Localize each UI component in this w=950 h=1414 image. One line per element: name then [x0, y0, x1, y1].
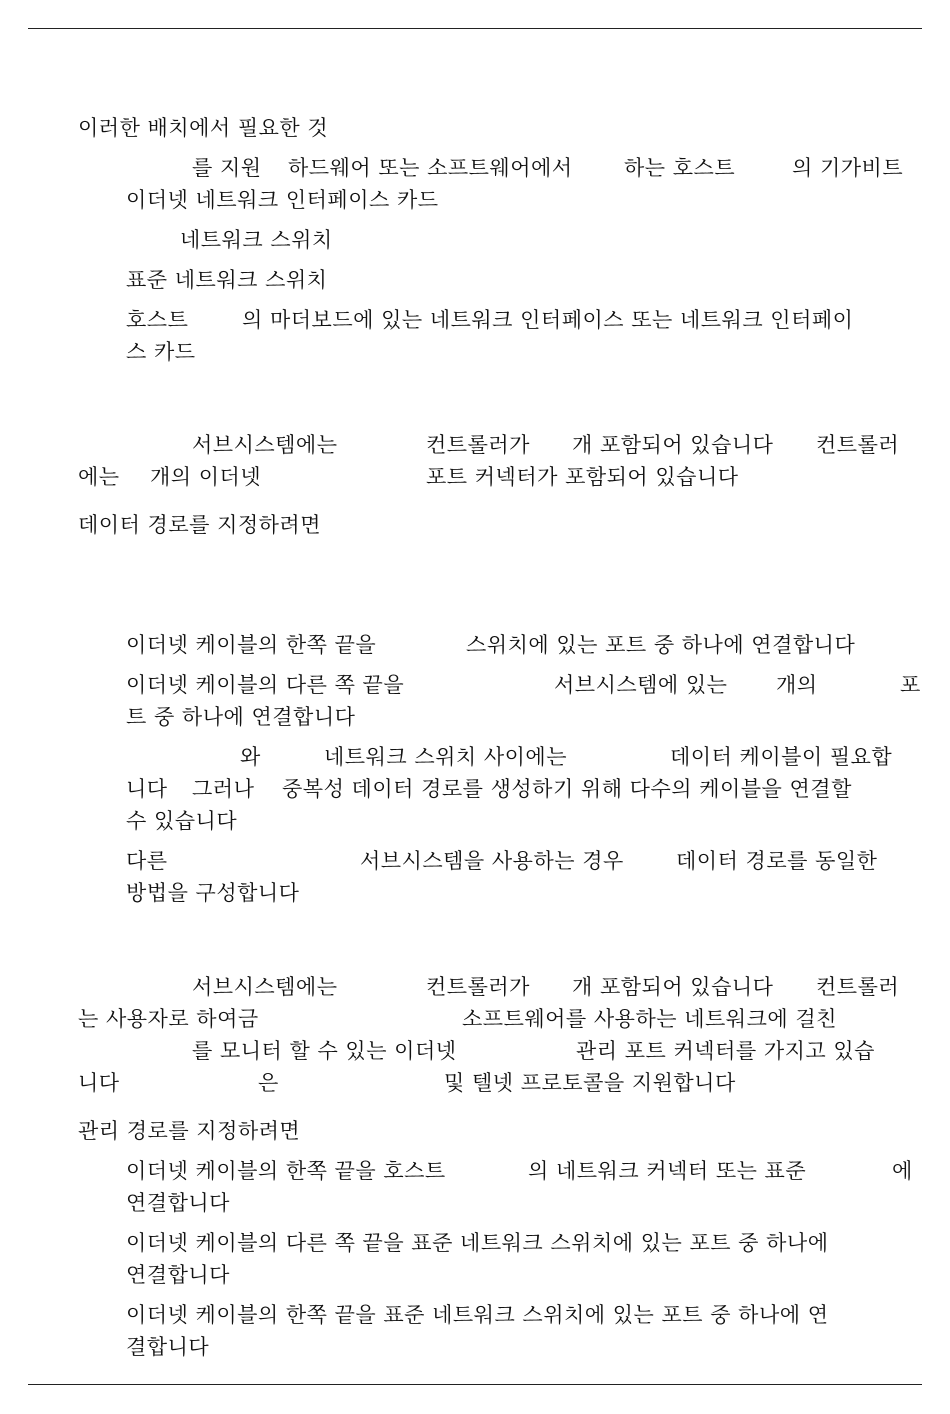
- text-fragment: 에는: [78, 465, 120, 489]
- text-fragment: 이더넷 케이블의 한쪽 끝을 표준 네트워크 스위치에 있는 포트 중 하나에 연: [126, 1303, 829, 1327]
- text-fragment: 서브시스템에는: [192, 433, 338, 457]
- text-fragment: 이더넷 케이블의 한쪽 끝을: [126, 633, 377, 657]
- text-fragment: 데이터 경로를 동일한: [676, 849, 878, 873]
- section-heading: 데이터 경로를 지정하려면: [78, 513, 321, 537]
- text-fragment: 는 사용자로 하여금: [78, 1007, 259, 1031]
- text-fragment: 중복성 데이터 경로를 생성하기 위해 다수의 케이블을 연결할: [282, 777, 852, 801]
- text-fragment: 하는 호스트: [624, 156, 736, 180]
- section-heading: 이러한 배치에서 필요한 것: [78, 116, 329, 140]
- text-fragment: 은: [258, 1071, 279, 1095]
- text-fragment: 개 포함되어 있습니다: [572, 975, 774, 999]
- text-fragment: 이더넷 케이블의 다른 쪽 끝을: [126, 673, 405, 697]
- text-fragment: 호스트: [126, 308, 189, 332]
- text-fragment: 서브시스템에는: [192, 975, 338, 999]
- text-fragment: 그러나: [192, 777, 255, 801]
- text-fragment: 소프트웨어를 사용하는 네트워크에 걸친: [462, 1007, 837, 1031]
- text-fragment: 의 마더보드에 있는 네트워크 인터페이스 또는 네트워크 인터페이: [242, 308, 854, 332]
- text-fragment: 의 네트워크 커넥터 또는 표준: [528, 1159, 807, 1183]
- text-fragment: 수 있습니다: [126, 809, 238, 833]
- text-fragment: 의 기가비트: [792, 156, 904, 180]
- text-fragment: 니다: [126, 777, 168, 801]
- bottom-rule: [28, 1384, 922, 1385]
- text-fragment: 서브시스템에 있는: [554, 673, 728, 697]
- text-fragment: 이더넷 케이블의 한쪽 끝을 호스트: [126, 1159, 446, 1183]
- text-fragment: 컨트롤러가: [426, 975, 530, 999]
- text-fragment: 연결합니다: [126, 1263, 230, 1287]
- text-fragment: 이더넷 네트워크 인터페이스 카드: [126, 188, 439, 212]
- text-fragment: 컨트롤러: [816, 433, 900, 457]
- text-fragment: 결합니다: [126, 1335, 210, 1359]
- text-fragment: 포트 커넥터가 포함되어 있습니다: [426, 465, 739, 489]
- text-fragment: 관리 포트 커넥터를 가지고 있습: [576, 1039, 875, 1063]
- text-fragment: 포: [900, 673, 921, 697]
- text-fragment: 다른: [126, 849, 168, 873]
- text-fragment: 개 포함되어 있습니다: [572, 433, 774, 457]
- text-fragment: 네트워크 스위치: [180, 228, 333, 252]
- text-fragment: 개의: [776, 673, 818, 697]
- text-fragment: 개의 이더넷: [150, 465, 262, 489]
- text-fragment: 스 카드: [126, 340, 196, 364]
- text-fragment: 스위치에 있는 포트 중 하나에 연결합니다: [466, 633, 856, 657]
- text-fragment: 네트워크 스위치 사이에는: [324, 745, 567, 769]
- text-fragment: 에: [892, 1159, 913, 1183]
- text-fragment: 니다: [78, 1071, 120, 1095]
- text-fragment: 표준 네트워크 스위치: [126, 268, 328, 292]
- text-fragment: 연결합니다: [126, 1191, 230, 1215]
- text-fragment: 컨트롤러: [816, 975, 900, 999]
- text-fragment: 를 모니터 할 수 있는 이더넷: [192, 1039, 457, 1063]
- text-fragment: 방법을 구성합니다: [126, 881, 300, 905]
- text-fragment: 데이터 케이블이 필요합: [670, 745, 893, 769]
- text-fragment: 와: [240, 745, 261, 769]
- section-heading: 관리 경로를 지정하려면: [78, 1119, 301, 1143]
- text-fragment: 트 중 하나에 연결합니다: [126, 705, 356, 729]
- text-fragment: 를 지원: [192, 156, 262, 180]
- text-fragment: 서브시스템을 사용하는 경우: [360, 849, 624, 873]
- top-rule: [28, 28, 922, 29]
- text-fragment: 컨트롤러가: [426, 433, 530, 457]
- text-fragment: 이더넷 케이블의 다른 쪽 끝을 표준 네트워크 스위치에 있는 포트 중 하나에: [126, 1231, 829, 1255]
- text-fragment: 하드웨어 또는 소프트웨어에서: [288, 156, 573, 180]
- text-fragment: 및 텔넷 프로토콜을 지원합니다: [444, 1071, 736, 1095]
